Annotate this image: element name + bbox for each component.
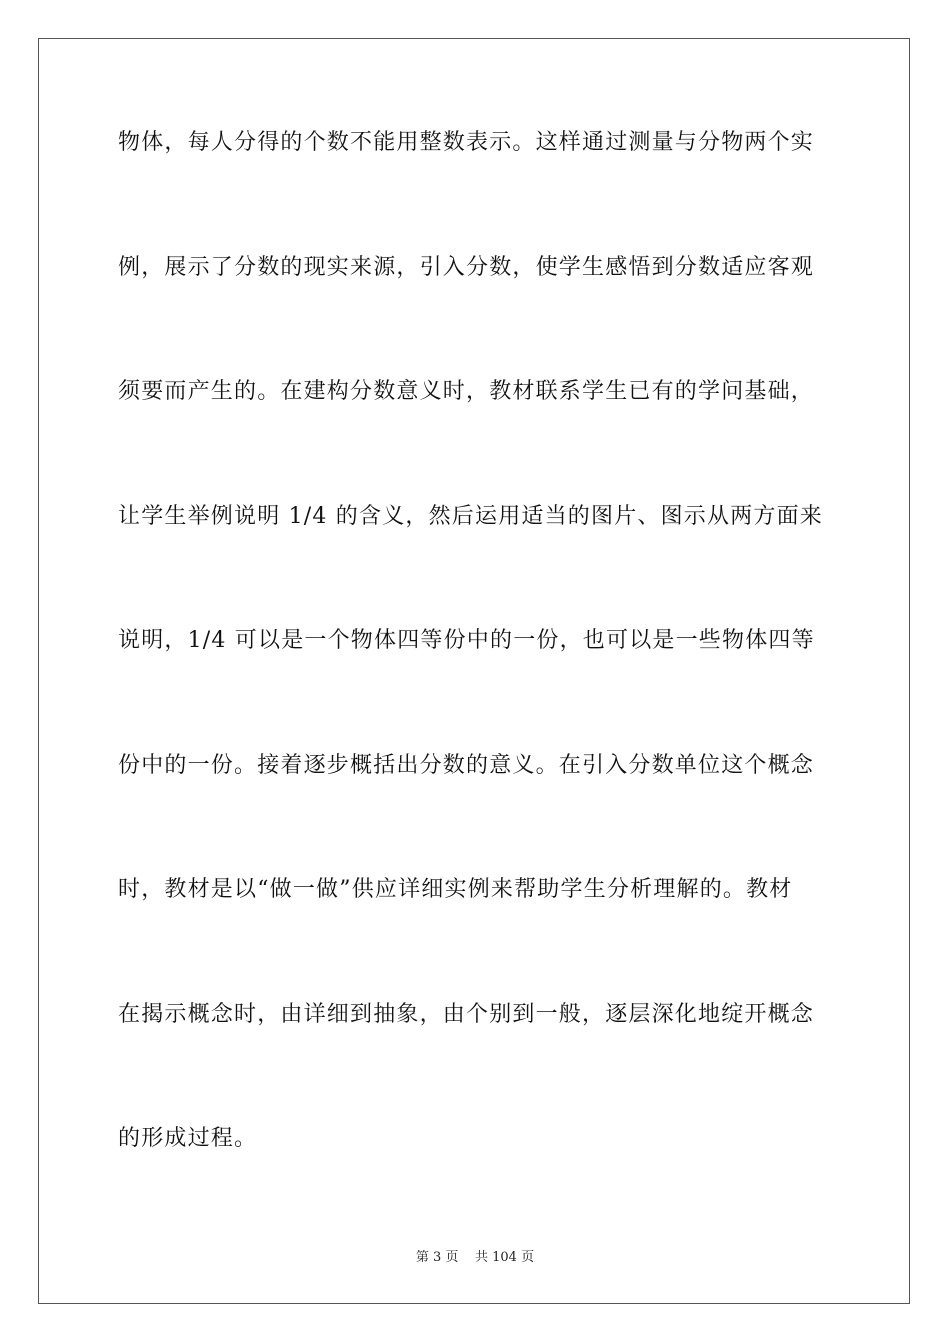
text-line: 份中的一份。接着逐步概括出分数的意义。在引入分数单位这个概念 xyxy=(118,752,815,778)
text-line: 物体，每人分得的个数不能用整数表示。这样通过测量与分物两个实 xyxy=(118,130,815,155)
text-line: 例，展示了分数的现实来源，引入分数，使学生感悟到分数适应客观 xyxy=(118,254,815,280)
text-line: 在揭示概念时，由详细到抽象，由个别到一般，逐层深化地绽开概念 xyxy=(118,1001,815,1027)
text-line: 说明，1/4 可以是一个物体四等份中的一份，也可以是一些物体四等 xyxy=(118,628,815,653)
text-line: 让学生举例说明 1/4 的含义，然后运用适当的图片、图示从两方面来 xyxy=(118,503,823,529)
document-body xyxy=(118,128,838,1249)
text-line: 的形成过程。 xyxy=(118,1126,258,1151)
text-line: 须要而产生的。在建构分数意义时，教材联系学生已有的学问基础， xyxy=(118,379,815,404)
page-number: 第 3 页 共 104 页 xyxy=(415,1250,535,1265)
text-line: 时，教材是以“做一做”供应详细实例来帮助学生分析理解的。教材 xyxy=(118,877,793,902)
